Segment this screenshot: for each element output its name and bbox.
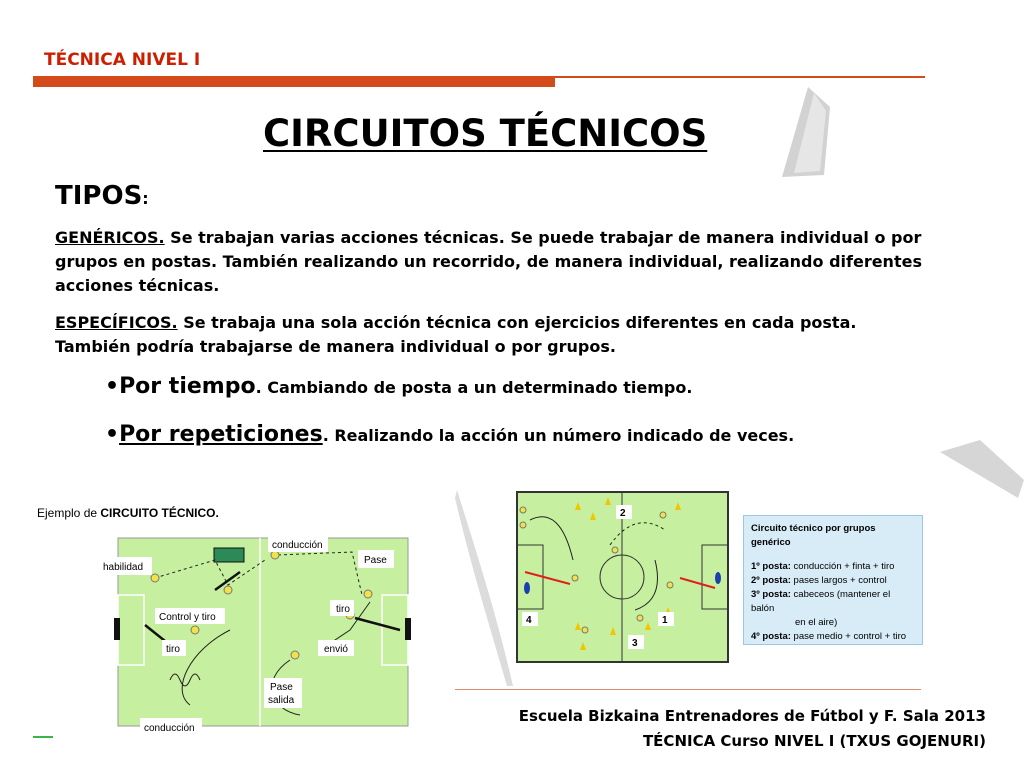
legend-row-text: pase medio + control + tiro [790, 631, 907, 642]
label-habilidad: habilidad [103, 562, 144, 573]
example-caption-strong: CIRCUITO TÉCNICO. [100, 506, 219, 520]
header-bar [33, 76, 555, 87]
type-specific [55, 311, 935, 359]
legend-row-label: 2º posta: [751, 575, 791, 586]
legend-row-text: conducción + finta + tiro [790, 561, 895, 572]
label-tiro-left: tiro [166, 644, 180, 655]
footer-school: Escuela Bizkaina Entrenadores de Fútbol y F. Sala 2013 [518, 707, 986, 725]
post-number-4: 4 [526, 615, 532, 626]
footer-course: TÉCNICA Curso NIVEL I (TXUS GOJENURI) [642, 732, 986, 750]
label-pase-salida-1: Pase [270, 682, 293, 693]
swoosh-decoration-bottom [455, 488, 515, 688]
header-rule [555, 76, 925, 78]
legend-row [751, 560, 915, 574]
example-caption [37, 506, 219, 520]
type-generic-text: Se trabajan varias acciones técnicas. Se puede trabajar de manera individual o por grupos en postas. También realizando un recorrido, de manera individual, realizando diferentes acciones técnicas. [55, 228, 922, 295]
bullet-marker: • [105, 374, 120, 399]
legend-row [751, 574, 915, 588]
bullet-term: Por tiempo [119, 374, 256, 399]
type-generic-term: GENÉRICOS. [55, 228, 165, 247]
legend-row-text: pases largos + control [790, 575, 887, 586]
legend-row-text: cabeceos (mantener el balón [751, 589, 891, 614]
swoosh-decoration-top [780, 85, 840, 180]
type-generic [55, 226, 935, 298]
post-number-1: 1 [662, 615, 668, 626]
legend-row-text: en el aire) [795, 617, 838, 628]
legend-row-label: 4º posta: [751, 631, 791, 642]
bullet-por-tiempo [105, 374, 692, 399]
bullet-marker: • [105, 422, 120, 447]
label-conduccion-bottom: conducción [144, 723, 195, 734]
types-heading-colon: : [142, 189, 149, 208]
footer-rule [455, 689, 921, 690]
legend-row [751, 588, 915, 616]
label-envio: envió [324, 644, 348, 655]
example-caption-prefix: Ejemplo de [37, 506, 101, 520]
label-pase-salida-2: salida [268, 695, 295, 706]
slide-marker [33, 736, 53, 738]
circuit-legend [743, 515, 923, 645]
legend-title: Circuito técnico por grupos genérico [751, 523, 876, 548]
swoosh-decoration-right [940, 440, 1024, 510]
page-title: CIRCUITOS TÉCNICOS [263, 112, 708, 155]
legend-row [751, 616, 915, 630]
field-circuit-diagram [515, 490, 730, 665]
legend-row-label: 1º posta: [751, 561, 791, 572]
label-control-tiro: Control y tiro [159, 612, 216, 623]
type-specific-term: ESPECÍFICOS. [55, 313, 178, 332]
post-number-3: 3 [632, 638, 638, 649]
types-heading-label: TIPOS [55, 181, 143, 211]
section-title: TÉCNICA NIVEL I [44, 50, 201, 70]
bullet-text: . Realizando la acción un número indicado de veces. [322, 426, 795, 445]
bullet-text: . Cambiando de posta a un determinado tiempo. [255, 378, 693, 397]
type-specific-text: Se trabaja una sola acción técnica con ejercicios diferentes en cada posta. También podría trabajarse de manera individual o por grupos. [55, 313, 857, 356]
circuit-example-diagram [100, 530, 420, 740]
post-number-2: 2 [620, 508, 626, 519]
bullet-por-repeticiones [105, 422, 794, 447]
label-pase: Pase [364, 555, 387, 566]
legend-row-label: 3º posta: [751, 589, 791, 600]
label-conduccion-top: conducción [272, 540, 323, 551]
types-heading [55, 181, 149, 211]
legend-row [751, 630, 915, 644]
bullet-term: Por repeticiones [119, 422, 323, 447]
label-tiro-right: tiro [336, 604, 350, 615]
